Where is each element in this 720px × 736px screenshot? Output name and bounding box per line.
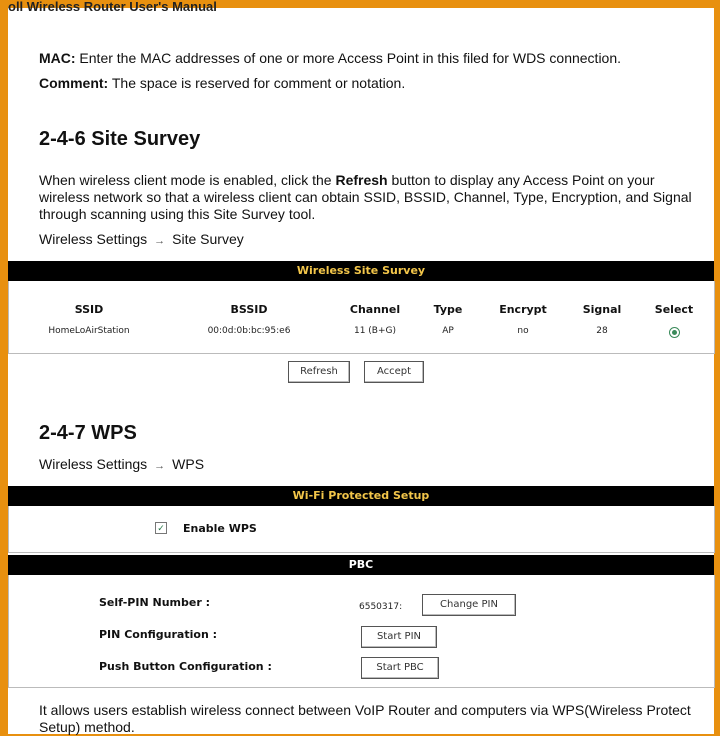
mac-description [39,50,621,67]
select-radio[interactable] [669,327,680,338]
arrow-right-icon: → [154,235,166,247]
refresh-keyword: Refresh [335,172,388,188]
bssid-cell: 00:0d:0b:bc:95:e6 [207,326,291,336]
column-header: SSID [74,303,104,316]
column-header: Type [433,303,463,316]
change-pin-button[interactable]: Change PIN [422,594,516,616]
comment-description [39,75,405,92]
site-survey-breadcrumb [39,231,244,250]
manual-page [8,0,714,735]
pbc-panel-title: PBC [8,555,714,575]
enable-wps-checkbox[interactable]: ✓ [155,522,167,534]
breadcrumb-item: Site Survey [172,231,244,247]
breadcrumb-item: Wireless Settings [39,456,148,472]
wps-heading: 2-4-7 WPS [39,422,137,444]
wps-description-line2: Setup) method. [39,719,135,735]
mac-label: MAC: [39,50,76,66]
column-header: BSSID [230,303,268,316]
start-pin-button[interactable]: Start PIN [361,626,437,648]
channel-cell: 11 (B+G) [353,326,397,336]
pbc-box [8,575,715,688]
running-head: oll Wireless Router User's Manual [8,0,217,14]
site-survey-para-line3: through scanning using this Site Survey tool. [39,206,316,222]
encrypt-cell: no [517,326,529,336]
site-survey-para-line1 [39,172,655,189]
accept-button[interactable]: Accept [364,361,424,383]
site-survey-heading: 2-4-6 Site Survey [39,128,201,150]
ssid-cell: HomeLoAirStation [48,326,130,336]
column-header: Signal [582,303,622,316]
site-survey-para-line2: wireless network so that a wireless client can obtain SSID, BSSID, Channel, Type, Encryption, and Signal [39,189,692,205]
wps-panel-title: Wi-Fi Protected Setup [8,486,714,506]
breadcrumb-item: WPS [172,456,205,472]
column-header: Channel [349,303,401,316]
refresh-button[interactable]: Refresh [288,361,350,383]
signal-cell: 28 [596,326,608,336]
site-survey-panel-title: Wireless Site Survey [8,261,714,281]
type-cell: AP [442,326,454,336]
comment-label: Comment: [39,75,109,91]
column-header: Select [654,303,694,316]
breadcrumb-item: Wireless Settings [39,231,148,247]
wps-breadcrumb [39,456,204,475]
para-text: button to display any Access Point on your [387,172,655,188]
self-pin-label: Self-PIN Number : [99,596,210,609]
enable-wps-label: Enable WPS [183,522,257,535]
column-header: Encrypt [499,303,547,316]
comment-text: The space is reserved for comment or notation. [108,75,406,91]
start-pbc-button[interactable]: Start PBC [361,657,439,679]
para-text: When wireless client mode is enabled, click the [39,172,336,188]
wps-description-line1: It allows users establish wireless connect between VoIP Router and computers via WPS(Wireless Protect [39,702,691,718]
site-survey-table-box [8,281,715,354]
pin-configuration-label: PIN Configuration : [99,628,218,641]
mac-text: Enter the MAC addresses of one or more Access Point in this filed for WDS connection. [75,50,622,66]
self-pin-value: 6550317: [359,602,403,612]
arrow-right-icon: → [154,460,166,472]
wps-enable-box [8,506,715,553]
push-button-configuration-label: Push Button Configuration : [99,660,272,673]
